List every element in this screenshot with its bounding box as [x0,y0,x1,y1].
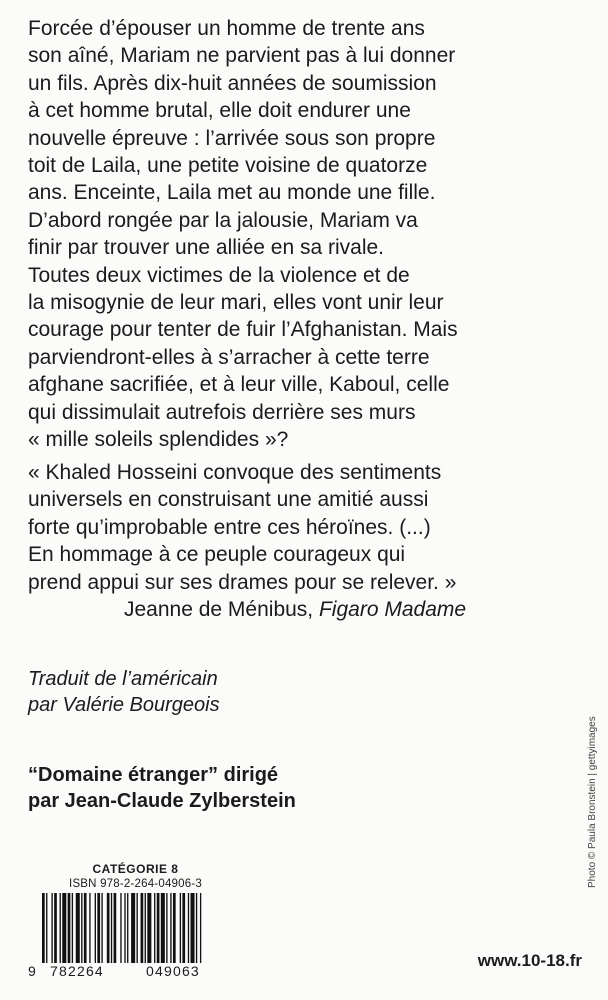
synopsis-line: parviendront-elles à s’arracher à cette terre [28,345,430,369]
barcode-digit-first: 9 [28,963,37,979]
review-line: « Khaled Hosseini convoque des sentiments [28,461,442,484]
translation-line-2: par Valérie Bourgeois [28,694,220,716]
synopsis-line: courage pour tenter de fuir l’Afghanistan. Mais [28,318,458,342]
synopsis-line: nouvelle épreuve : l’arrivée sous son propre [28,126,436,150]
synopsis-line: finir par trouver une alliée en sa rivale. [28,236,385,260]
barcode-icon [28,893,243,963]
category-label: CATÉGORIE 8 [92,862,179,876]
review-line: En hommage à ce peuple courageux qui [28,543,406,567]
barcode-digit-group-1: 782264 [50,963,104,979]
synopsis-line: afghane sacrifiée, et à leur ville, Kaboul, celle [28,373,450,397]
collection-line-2: par Jean-Claude Zylberstein [28,790,296,812]
collection-line-1: “Domaine étranger” dirigé [28,764,279,786]
synopsis-line: qui dissimulait autrefois derrière ses murs [28,400,416,424]
isbn-label: ISBN 978-2-264-04906-3 [69,878,202,890]
review-line: universels en construisant une amitié aussi [28,488,429,512]
publisher-website: www.10-18.fr [477,951,582,970]
review-line: prend appui sur ses drames pour se relever. » [28,570,457,594]
barcode-digits [28,963,243,979]
translation-credit [28,666,220,718]
review-line: forte qu’improbable entre ces héroïnes. (...) [28,515,431,539]
synopsis-line: son aîné, Mariam ne parvient pas à lui donner [28,44,456,68]
review-author: Jeanne de Ménibus, [124,598,314,622]
synopsis-line: Toutes deux victimes de la violence et de [28,263,410,287]
press-review-quote [28,459,598,623]
review-attribution [28,596,598,623]
synopsis-line: un fils. Après dix-huit années de soumission [28,71,437,95]
synopsis-line: D’abord rongée par la jalousie, Mariam va [28,208,418,232]
synopsis-paragraph [28,15,598,454]
translation-line-1: Traduit de l’américain [28,668,218,690]
collection-credit [28,762,296,814]
synopsis-line: Forcée d’épouser un homme de trente ans [28,17,425,40]
synopsis-line: ans. Enceinte, Laila met au monde une fille. [28,181,436,205]
synopsis-line: toit de Laila, une petite voisine de quatorze [28,154,428,178]
review-publication: Figaro Madame [318,598,467,622]
synopsis-line: « mille soleils splendides »? [28,428,289,452]
synopsis-line: la misogynie de leur mari, elles vont unir leur [28,291,444,315]
photo-credit: Photo © Paula Bronstein | gettyimages [587,716,598,888]
barcode-block [28,862,243,979]
barcode-digit-group-2: 049063 [146,963,200,979]
synopsis-line: à cet homme brutal, elle doit endurer une [28,99,411,123]
